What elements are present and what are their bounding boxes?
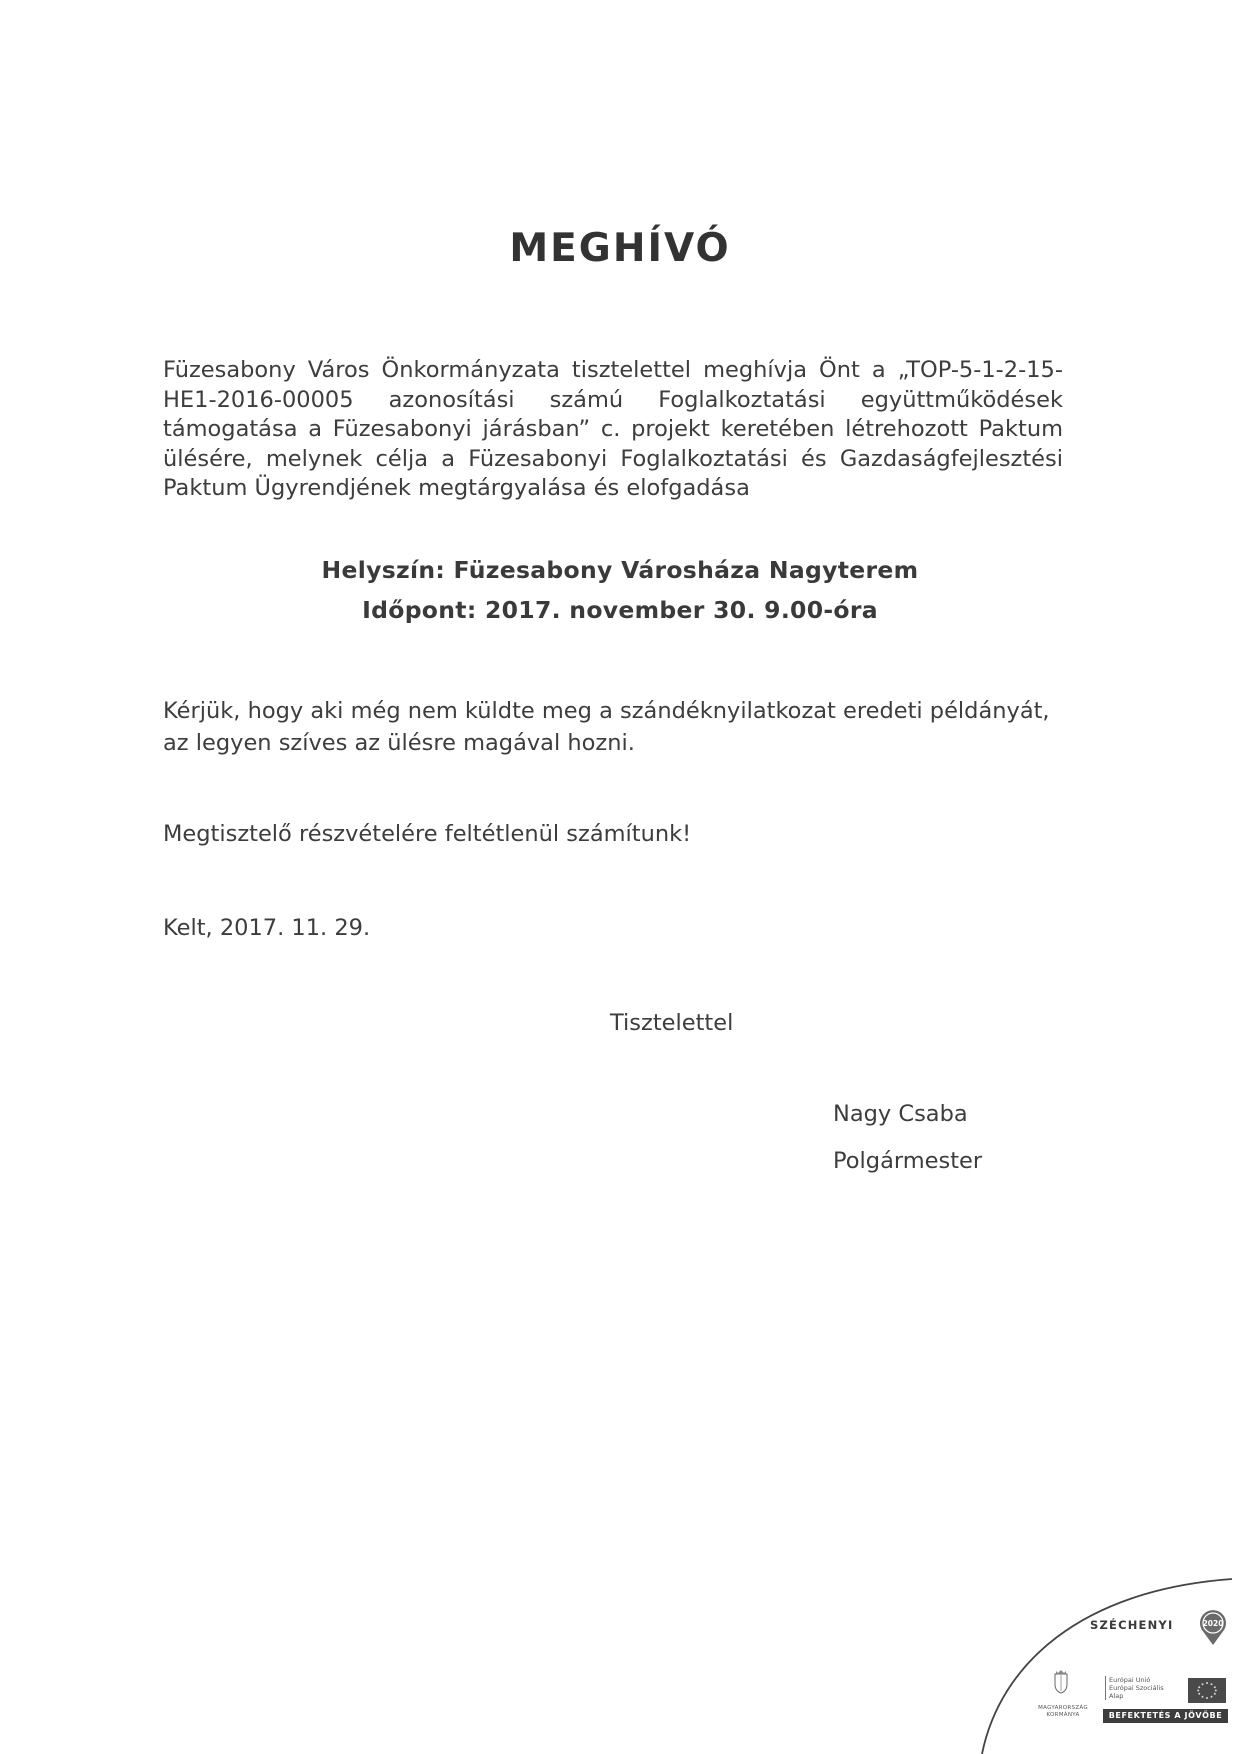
request-line: Kérjük, hogy aki még nem küldte meg a szándéknyilatkozat eredeti példányát, — [163, 698, 1050, 724]
logo-arc — [970, 1565, 1240, 1754]
eu-label-line: Alap — [1109, 1692, 1124, 1700]
intro-line: támogatása a Füzesabonyi járásban” c. projekt keretében létrehozott Paktum — [163, 416, 1063, 442]
time-line: Időpont: 2017. november 30. 9.00-óra — [362, 596, 878, 624]
eu-label-line: Európai Unió — [1109, 1676, 1151, 1684]
date-line: Kelt, 2017. 11. 29. — [163, 915, 371, 941]
badge-year: 2020 — [1202, 1619, 1224, 1628]
eu-fund-label — [1105, 1676, 1171, 1700]
signer-name: Nagy Csaba — [833, 1101, 968, 1127]
szechenyi-2020-badge-icon — [1198, 1610, 1228, 1646]
hungary-crest-icon — [1052, 1668, 1070, 1694]
intro-paragraph — [163, 356, 1063, 504]
szechenyi-logo-text: SZÉCHENYI — [1090, 1618, 1174, 1632]
signer-title: Polgármester — [833, 1148, 983, 1174]
request-line: az legyen szíves az ülésre magával hozni. — [163, 730, 635, 756]
page-title: MEGHÍVÓ — [509, 226, 731, 271]
intro-line: ülésére, melynek célja a Füzesabonyi Foglalkoztatási és Gazdaságfejlesztési — [163, 445, 1063, 472]
closing-line: Megtisztelő részvételére feltétlenül számítunk! — [163, 821, 692, 847]
hu-label-line: KORMÁNYA — [1046, 1712, 1080, 1718]
intro-line: Füzesabony Város Önkormányzata tisztelettel meghívja Önt a „TOP-5-1-2-15- — [163, 357, 1063, 383]
intro-line: Paktum Ügyrendjének megtárgyalása és elofgadása — [163, 475, 750, 501]
eu-flag-icon — [1188, 1678, 1226, 1703]
hu-label-line: MAGYARORSZÁG — [1038, 1705, 1088, 1711]
investment-slogan-bar: BEFEKTETÉS A JÖVŐBE — [1103, 1709, 1228, 1723]
salutation: Tisztelettel — [610, 1010, 734, 1036]
location-line: Helyszín: Füzesabony Városháza Nagyterem — [321, 556, 919, 584]
hungary-government-label — [1028, 1705, 1098, 1719]
intro-line: HE1-2016-00005 azonosítási számú Foglalkoztatási együttműködések — [163, 386, 1063, 413]
eu-label-line: Európai Szociális — [1109, 1684, 1164, 1692]
